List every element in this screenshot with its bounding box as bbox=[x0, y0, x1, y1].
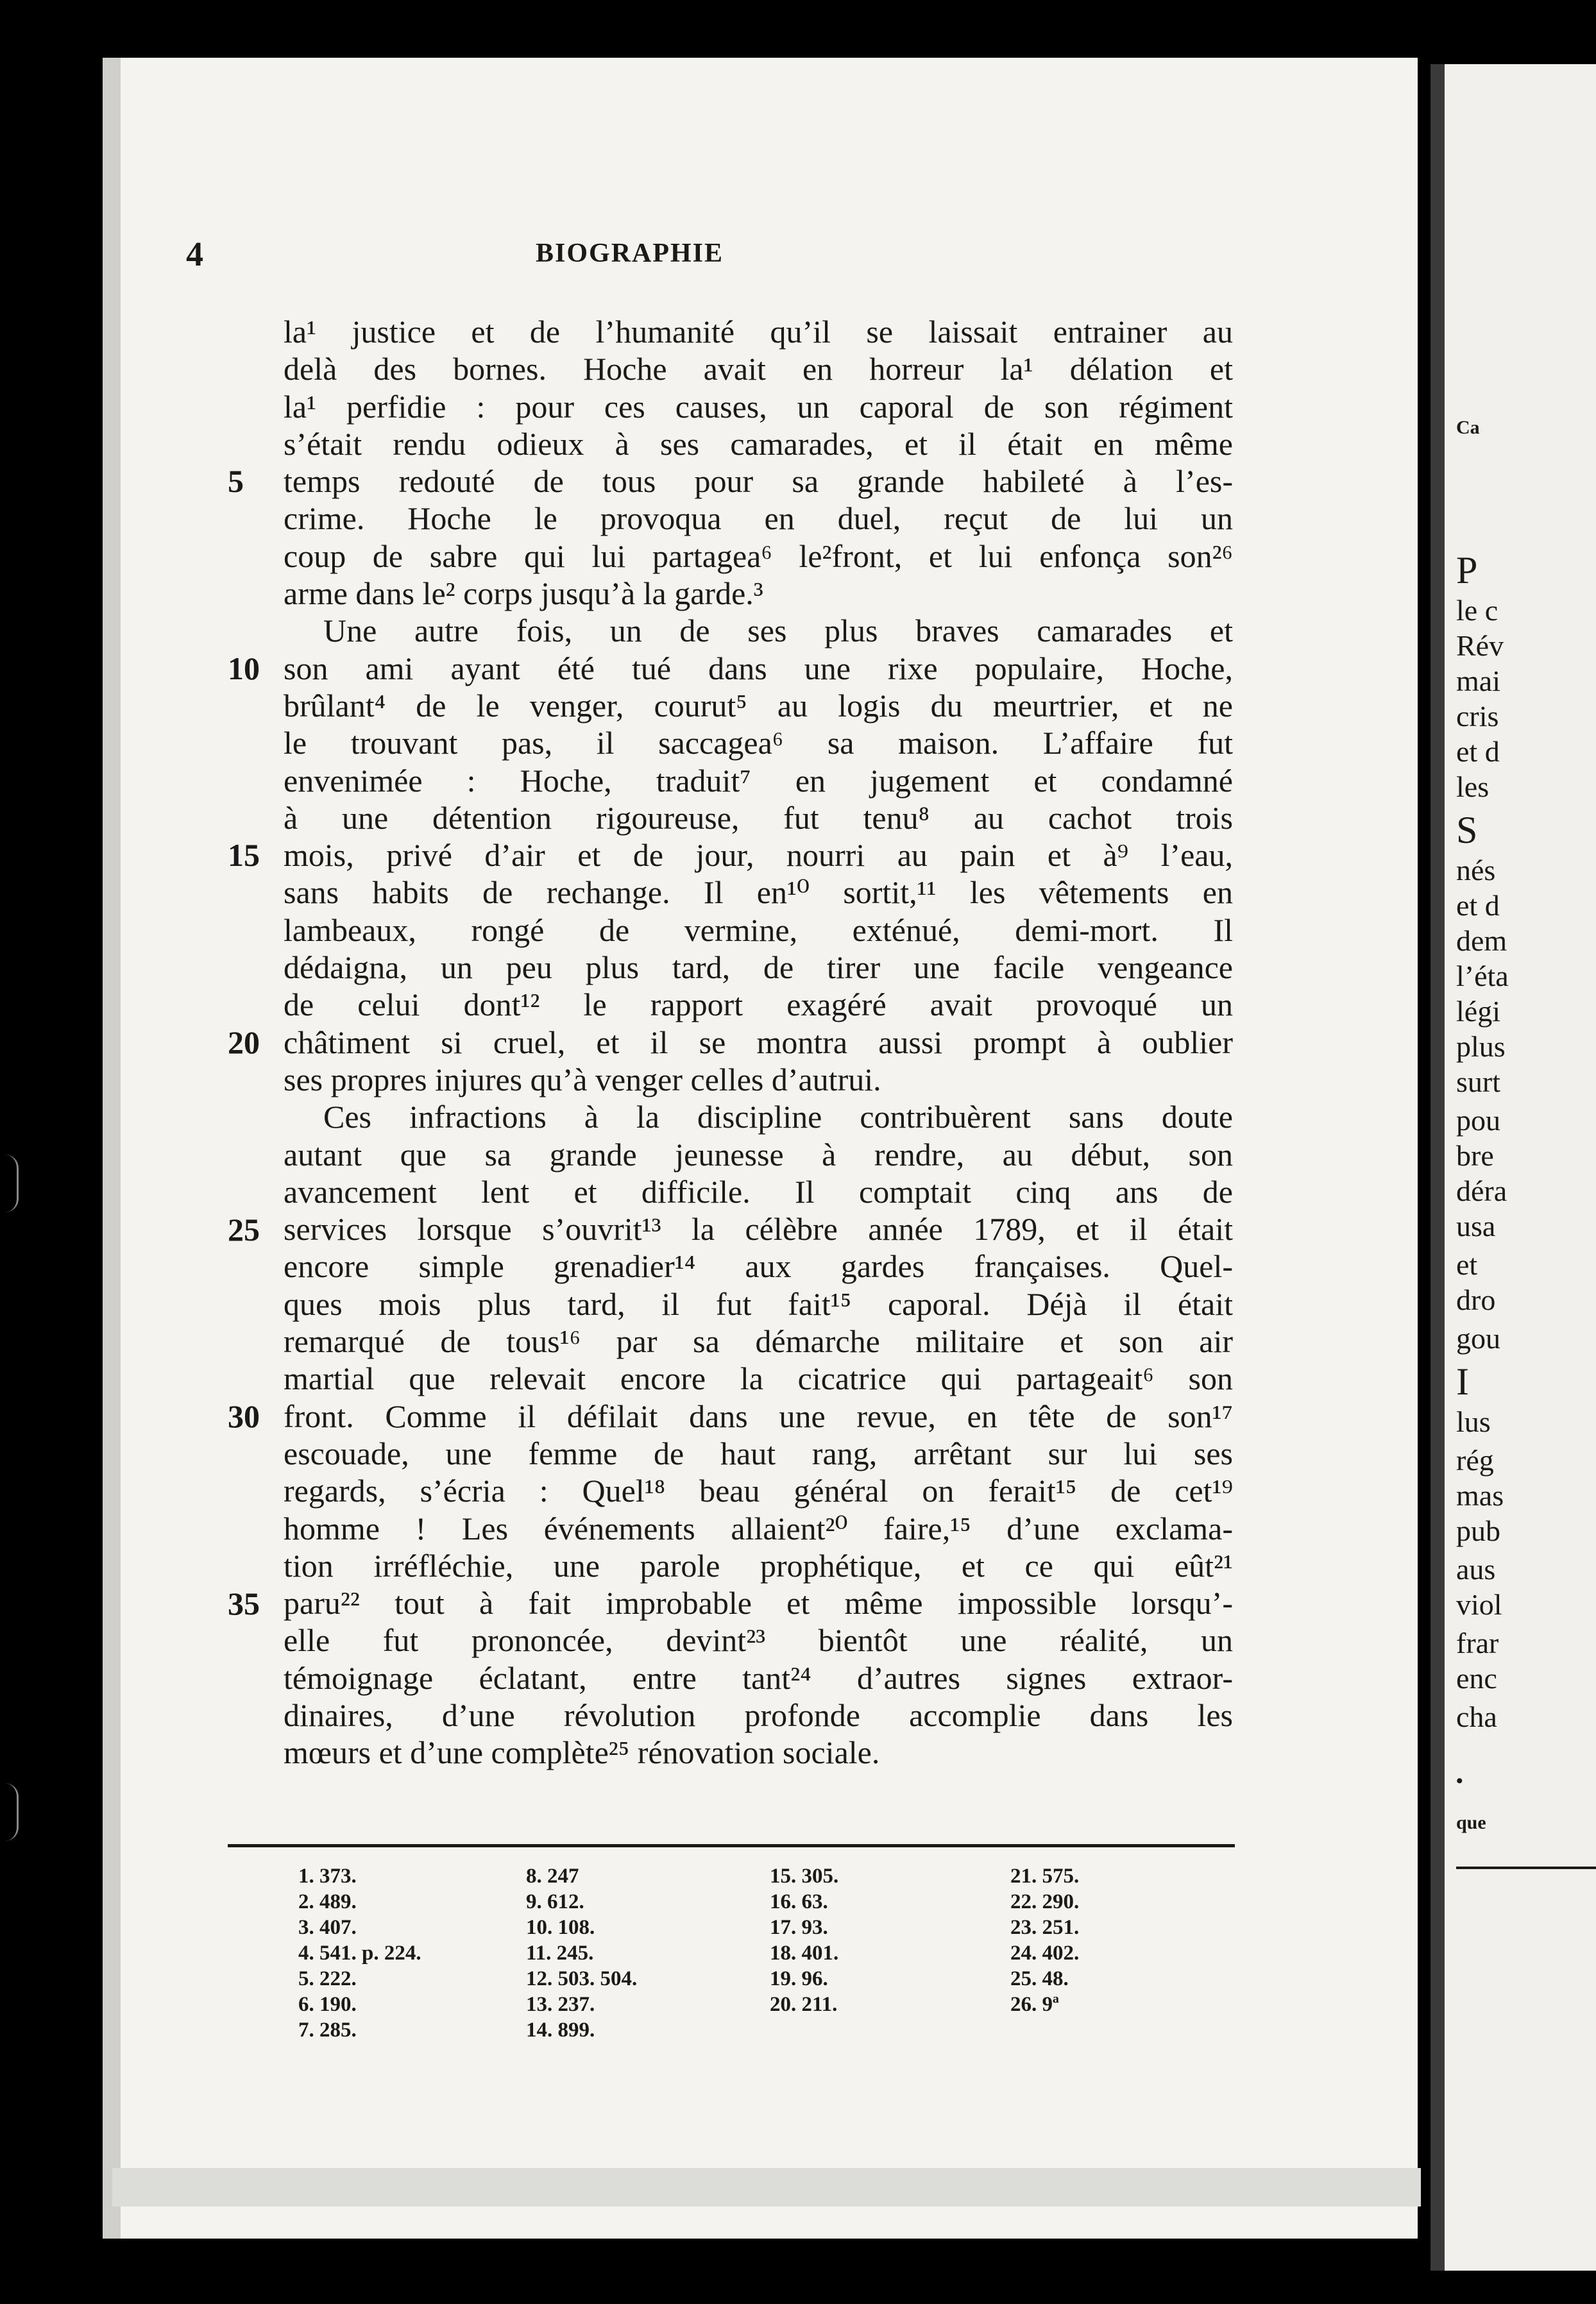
footnote-ref: 3. 407. bbox=[298, 1916, 357, 1939]
text-line: ses propres injures qu’à venger celles d’autrui. bbox=[284, 1061, 881, 1097]
text-line: elle fut prononcée, devint²³ bientôt une réalité, un bbox=[284, 1622, 1233, 1659]
next-page-text: et d bbox=[1456, 735, 1500, 768]
footnote-ref: 9. 612. bbox=[526, 1890, 584, 1913]
next-page-text: gou bbox=[1456, 1322, 1500, 1355]
footnote-ref: 18. 401. bbox=[770, 1942, 839, 1965]
next-page-text: nés bbox=[1456, 854, 1496, 886]
footnote-ref: 8. 247 bbox=[526, 1865, 579, 1888]
next-page-text: usa bbox=[1456, 1210, 1496, 1242]
next-page-text: aus bbox=[1456, 1553, 1496, 1586]
text-line: de celui dont¹² le rapport exagéré avait provoqué un bbox=[284, 987, 1233, 1023]
footnote-references bbox=[298, 1863, 1196, 2069]
text-line: dédaigna, un peu plus tard, de tirer une facile vengeance bbox=[284, 949, 1233, 986]
footnote-ref: 21. 575. bbox=[1010, 1865, 1080, 1888]
text-line: temps redouté de tous pour sa grande habileté à l’es- bbox=[284, 463, 1233, 500]
next-page-edge bbox=[1430, 64, 1596, 2271]
next-page-text: frar bbox=[1456, 1627, 1499, 1659]
footnote-ref: 6. 190. bbox=[298, 1993, 357, 2016]
next-page-text: Rév bbox=[1456, 629, 1504, 662]
next-page-text: rég bbox=[1456, 1444, 1494, 1477]
text-line: la¹ perfidie : pour ces causes, un caporal de son régiment bbox=[284, 388, 1233, 425]
footnote-ref: 19. 96. bbox=[770, 1967, 828, 1990]
text-line: à une détention rigoureuse, fut tenu⁸ au cachot trois bbox=[284, 799, 1233, 836]
next-page-text: viol bbox=[1456, 1588, 1502, 1621]
footnote-ref: 26. 9ª bbox=[1010, 1993, 1059, 2016]
footnote-ref: 4. 541. p. 224. bbox=[298, 1942, 421, 1965]
text-line: châtiment si cruel, et il se montra aussi prompt à oublier bbox=[284, 1024, 1233, 1060]
next-page-text: pub bbox=[1456, 1514, 1500, 1547]
footnote-ref: 5. 222. bbox=[298, 1967, 357, 1990]
line-number: 15 bbox=[228, 837, 260, 873]
next-page-text: légi bbox=[1456, 995, 1500, 1028]
next-page-text: S bbox=[1456, 809, 1478, 851]
page-number: 4 bbox=[186, 235, 203, 273]
next-page-text: Ca bbox=[1456, 417, 1480, 438]
next-page-text: dro bbox=[1456, 1283, 1496, 1316]
text-line: mœurs et d’une complète²⁵ rénovation sociale. bbox=[284, 1734, 880, 1771]
footnote-ref: 10. 108. bbox=[526, 1916, 595, 1939]
next-page-text: cha bbox=[1456, 1700, 1497, 1733]
footnote-column bbox=[770, 1863, 838, 2017]
text-line: paru²² tout à fait improbable et même impossible lorsqu’- bbox=[284, 1585, 1233, 1622]
footnote-column bbox=[526, 1863, 637, 2043]
next-page-text: enc bbox=[1456, 1662, 1497, 1695]
text-line: homme ! Les événements allaient²⁰ faire,¹⁵ d’une exclama- bbox=[284, 1510, 1233, 1546]
text-line: services lorsque s’ouvrit¹³ la célèbre année 1789, et il était bbox=[284, 1211, 1233, 1248]
next-page-text: surt bbox=[1456, 1065, 1500, 1098]
next-page-text: l’éta bbox=[1456, 960, 1509, 992]
footnote-ref: 11. 245. bbox=[526, 1942, 594, 1965]
text-line: martial que relevait encore la cicatrice qui partageait⁶ son bbox=[284, 1360, 1233, 1397]
text-line: ques mois plus tard, il fut fait¹⁵ caporal. Déjà il était bbox=[284, 1285, 1233, 1322]
page-edge bbox=[112, 2168, 1421, 2207]
line-number: 10 bbox=[228, 650, 260, 686]
next-page-text: I bbox=[1456, 1360, 1469, 1403]
text-line: arme dans le² corps jusqu’à la garde.³ bbox=[284, 575, 763, 612]
scan-artifact bbox=[5, 1783, 19, 1841]
next-page-text: bre bbox=[1456, 1139, 1494, 1172]
next-page-text: plus bbox=[1456, 1030, 1506, 1063]
next-page-text: pou bbox=[1456, 1104, 1500, 1137]
next-page-text: que bbox=[1456, 1812, 1486, 1833]
line-number: 20 bbox=[228, 1024, 260, 1060]
text-line: Une autre fois, un de ses plus braves camarades et bbox=[323, 613, 1233, 649]
text-line: encore simple grenadier¹⁴ aux gardes françaises. Quel- bbox=[284, 1248, 1233, 1285]
text-line: lambeaux, rongé de vermine, exténué, demi-mort. Il bbox=[284, 911, 1233, 948]
text-line: delà des bornes. Hoche avait en horreur la¹ délation et bbox=[284, 351, 1233, 387]
next-page-text: dem bbox=[1456, 924, 1507, 957]
next-page-text: mai bbox=[1456, 665, 1500, 697]
next-page-text: • bbox=[1456, 1770, 1463, 1792]
footnote-ref: 23. 251. bbox=[1010, 1916, 1080, 1939]
text-line: mois, privé d’air et de jour, nourri au pain et à⁹ l’eau, bbox=[284, 837, 1233, 874]
text-line: sans habits de rechange. Il en¹⁰ sortit,¹¹ les vêtements en bbox=[284, 874, 1233, 911]
next-page-text: P bbox=[1456, 549, 1478, 591]
footnote-ref: 16. 63. bbox=[770, 1890, 828, 1913]
footnote-ref: 22. 290. bbox=[1010, 1890, 1080, 1913]
text-line: coup de sabre qui lui partagea⁶ le²front, et lui enfonça son²⁶ bbox=[284, 538, 1233, 574]
line-number: 30 bbox=[228, 1398, 260, 1434]
footnote-column bbox=[1010, 1863, 1079, 2017]
next-page-text: mas bbox=[1456, 1479, 1504, 1512]
scan-artifact bbox=[5, 1155, 19, 1212]
footnote-ref: 2. 489. bbox=[298, 1890, 357, 1913]
footnote-ref: 1. 373. bbox=[298, 1865, 357, 1888]
text-line: crime. Hoche le provoqua en duel, reçut de lui un bbox=[284, 500, 1233, 537]
line-number: 35 bbox=[228, 1586, 260, 1622]
next-page-text: et bbox=[1456, 1248, 1478, 1281]
footnote-ref: 14. 899. bbox=[526, 2019, 595, 2042]
footnote-ref: 15. 305. bbox=[770, 1865, 839, 1888]
next-page-text: le c bbox=[1456, 594, 1498, 627]
footnote-ref: 24. 402. bbox=[1010, 1942, 1080, 1965]
text-line: avancement lent et difficile. Il comptait cinq ans de bbox=[284, 1173, 1233, 1210]
line-number: 25 bbox=[228, 1212, 260, 1248]
footnote-column bbox=[298, 1863, 421, 2043]
text-line: autant que sa grande jeunesse à rendre, au début, son bbox=[284, 1136, 1233, 1173]
footnote-ref: 25. 48. bbox=[1010, 1967, 1069, 1990]
next-page-text: les bbox=[1456, 770, 1490, 803]
text-line: témoignage éclatant, entre tant²⁴ d’autres signes extraor- bbox=[284, 1659, 1233, 1696]
running-head bbox=[186, 234, 1277, 273]
text-line: brûlant⁴ de le venger, courut⁵ au logis du meurtrier, et ne bbox=[284, 687, 1233, 724]
text-line: le trouvant pas, il saccagea⁶ sa maison. L’affaire fut bbox=[284, 725, 1233, 761]
text-line: envenimée : Hoche, traduit⁷ en jugement et condamné bbox=[284, 762, 1233, 799]
footnote-ref: 7. 285. bbox=[298, 2019, 357, 2042]
text-line: tion irréfléchie, une parole prophétique, et ce qui eût²¹ bbox=[284, 1547, 1233, 1584]
text-line: Ces infractions à la discipline contribuèrent sans doute bbox=[323, 1099, 1233, 1135]
text-line: la¹ justice et de l’humanité qu’il se laissait entrainer au bbox=[284, 314, 1233, 350]
text-line: son ami ayant été tué dans une rixe populaire, Hoche, bbox=[284, 650, 1233, 686]
footnote-ref: 20. 211. bbox=[770, 1993, 838, 2016]
running-title: BIOGRAPHIE bbox=[536, 239, 724, 268]
footnote-ref: 17. 93. bbox=[770, 1916, 828, 1939]
next-page-rule bbox=[1456, 1867, 1596, 1869]
text-line: front. Comme il défilait dans une revue, en tête de son¹⁷ bbox=[284, 1398, 1233, 1434]
next-page-text: déra bbox=[1456, 1174, 1507, 1207]
footnote-ref: 12. 503. 504. bbox=[526, 1967, 638, 1990]
body-text bbox=[284, 313, 1233, 1772]
text-line: s’était rendu odieux à ses camarades, et il était en même bbox=[284, 425, 1233, 462]
next-page-text: cris bbox=[1456, 700, 1499, 733]
text-line: remarqué de tous¹⁶ par sa démarche militaire et son air bbox=[284, 1323, 1233, 1360]
next-page-text: lus bbox=[1456, 1405, 1491, 1438]
text-line: dinaires, d’une révolution profonde accomplie dans les bbox=[284, 1697, 1233, 1733]
line-number: 5 bbox=[228, 463, 244, 499]
text-line: escouade, une femme de haut rang, arrêtant sur lui ses bbox=[284, 1435, 1233, 1471]
footnote-rule bbox=[228, 1844, 1235, 1847]
text-line: regards, s’écria : Quel¹⁸ beau général on ferait¹⁵ de cet¹⁹ bbox=[284, 1473, 1233, 1509]
footnote-ref: 13. 237. bbox=[526, 1993, 595, 2016]
next-page-text: et d bbox=[1456, 889, 1500, 922]
